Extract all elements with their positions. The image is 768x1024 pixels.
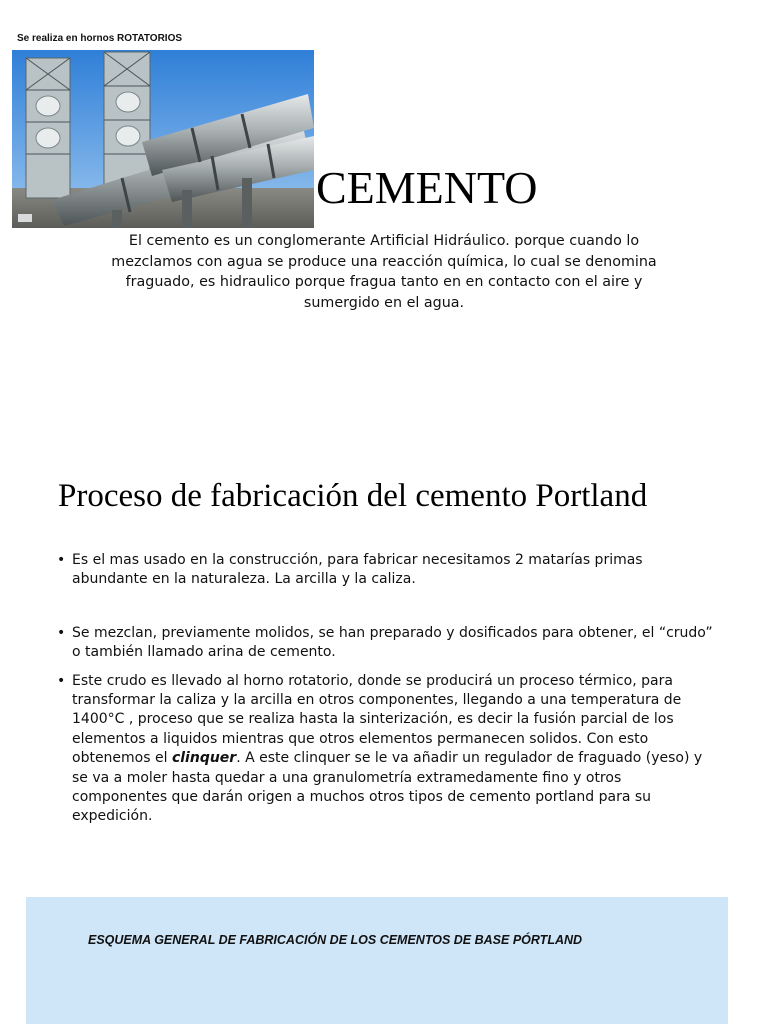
bullet-item [56, 672, 716, 827]
section-title: Proceso de fabricación del cemento Portland [58, 478, 648, 514]
rotary-kiln-image [12, 50, 314, 228]
schema-panel [26, 897, 728, 1024]
intro-paragraph: El cemento es un conglomerante Artificial Hidráulico. porque cuando lo mezclamos con agua se produce una reacción química, lo cual se denomina fraguado, es hidraulico porque fragua tanto en en contacto con el aire y sumergido en el agua. [111, 233, 657, 311]
schema-title: ESQUEMA GENERAL DE FABRICACIÓN DE LOS CEMENTOS DE BASE PÓRTLAND [88, 933, 583, 947]
bullet-item: • Es el mas usado en la construcción, para fabricar necesitamos 2 matarías primas abundante en la naturaleza. La arcilla y la caliza. [56, 551, 716, 590]
rotary-kiln-photo [12, 32, 314, 228]
photo-caption: Se realiza en hornos ROTATORIOS [17, 33, 183, 44]
bullet-text: . A este clinquer se le va añadir un regulador de fraguado (yeso) y se va a moler hasta quedar a una granulometría extramedamente fino y otros componentes que darán origen a muchos otros tipos de cemento portland para su expedición. [72, 750, 703, 825]
bullet-item: • Se mezclan, previamente molidos, se han preparado y dosificados para obtener, el “crudo” o también llamado arina de cemento. [56, 624, 716, 663]
clinquer-emphasis: clinquer [171, 750, 237, 767]
bullet-text: Este crudo es llevado al horno rotatorio, donde se producirá un proceso térmico, para transformar la caliza y la arcilla en otros componentes, llegando a una temperatura de 1400°C , proceso que se realiza hasta la sinterización, es decir la fusión parcial de los elementos a liquidos mientras que otros elementos permanecen solidos. Con esto obtenemos el [72, 672, 682, 767]
bullet-list [56, 551, 716, 827]
page-title: CEMENTO [316, 162, 538, 213]
